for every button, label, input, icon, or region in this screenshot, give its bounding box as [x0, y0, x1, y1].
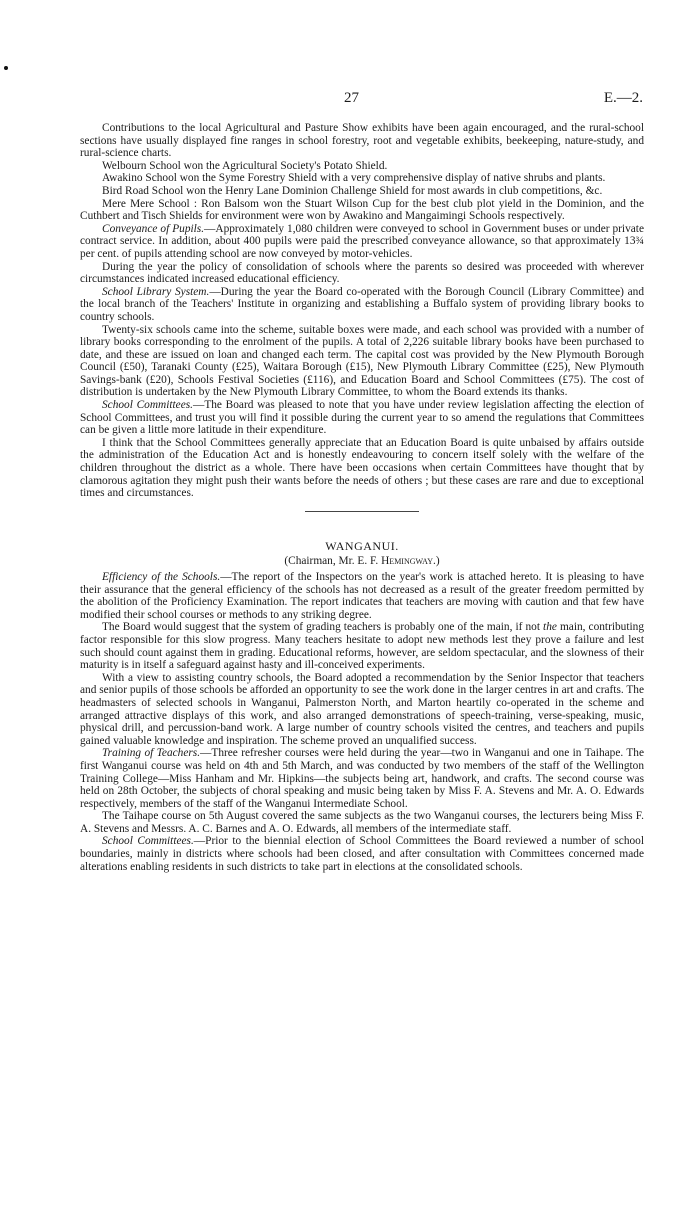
paragraph-conveyance	[80, 223, 644, 261]
paragraph-library-detail: Twenty-six schools came into the scheme, suitable boxes were made, and each school was provided with a number of library books corresponding to the enrolment of the pupils. A total of 2,226 suitable library books have been purchased to date, and these are issued on loan and changed each term. The capital cost was provided by the New Plymouth Borough Council (£50), Taranaki County (£25), Waitara Borough (£15), New Plymouth Library Committee (£25), New Plymouth Savings-bank (£20), Schools Festival Societies (£116), and Education Board and School Committees (£75). The cost of distribution is undertaken by the New Plymouth Library Committee, to whom the Board extends its thanks.	[80, 323, 644, 399]
page-header	[60, 90, 643, 108]
document-reference: E.—2.	[603, 90, 643, 106]
chairman-name: Hemingway	[381, 555, 434, 568]
document-body	[80, 122, 644, 873]
paragraph-committees-1	[80, 399, 644, 437]
heading-training: Training of Teachers.	[102, 747, 201, 760]
text-efficiency: —The report of the Inspectors on the year's work is attached hereto. It is pleasing to have their assurance that the general efficiency of the schools has not decreased as a result of the greater freedom permitted by the abolition of the Proficiency Examination. The report indicates that teachers are moving with caution and that few have modified their school courses or methods to any striking degree.	[80, 571, 644, 621]
paragraph-committees-opinion: I think that the School Committees generally appreciate that an Education Board is quite unbaised by affairs outside the administration of the Education Act and is honestly endeavouring to concern itself solely with the welfare of the children throughout the district as a whole. There have been occasions when certain Committees have thought that by clamorous agitation they might push their wants before the needs of others ; but these cases are rare and due to exceptional times and circumstances.	[80, 436, 644, 500]
text-committees-2: —Prior to the biennial election of School Committees the Board reviewed a number of school boundaries, mainly in districts where schools had been closed, and after consultation with Committees concerned made alterations enabling residents in such districts to take part in elections at the consolidated schools.	[80, 835, 644, 873]
paragraph-grading	[80, 621, 644, 671]
text-grading-italic: the	[543, 621, 557, 634]
paragraph-training	[80, 747, 644, 810]
text-committees-1: —The Board was pleased to note that you have under review legislation affecting the election of School Committees, and trust you will find it possible during the current year to so amend the regulations that Committees can be given a little more latitude in their expenditure.	[80, 399, 645, 437]
text-grading-after: main, contributing factor responsible for this slow progress. Many teachers hesitate to adopt new methods lest they prove a failure and lest such should count against them in grading. Educational reforms, however, are seldom spectacular, and the slowness of their maturity is in itself a safeguard against hasty and ill-conceived experiments.	[80, 621, 645, 672]
paragraph-library	[80, 286, 644, 324]
heading-library: School Library System.	[102, 285, 210, 298]
margin-dot	[4, 66, 8, 70]
paragraph-country-schools: With a view to assisting country schools, the Board adopted a recommendation by the Senior Inspector that teachers and senior pupils of those schools be afforded an opportunity to see the work done in the larger centres in art and crafts. The headmasters of selected schools in Wanganui, Palmerston North, and Marton heartily co-operated in the scheme and arranged attractive displays of this work, and also arranged demonstrations of speech-training, verse-speaking, music, physical drill, and percussion-band work. A large number of country schools visited the centres, and teachers and pupils gained valuable knowledge and inspiration. The scheme proved an unqualified success.	[80, 671, 644, 747]
heading-efficiency: Efficiency of the Schools.	[102, 571, 221, 583]
section-chairman	[80, 555, 644, 568]
paragraph-efficiency	[80, 571, 644, 621]
text-library: —During the year the Board co-operated with the Borough Council (Library Committee) and the local branch of the Teachers' Institute in organizing and establishing a Buffalo system of providing library books to country schools.	[80, 285, 644, 323]
heading-conveyance: Conveyance of Pupils.	[102, 222, 205, 235]
paragraph-welbourn: Welbourn School won the Agricultural Society's Potato Shield.	[102, 159, 388, 172]
paragraph-show-exhibits: Contributions to the local Agricultural and Pasture Show exhibits have been again encouraged, and the rural-school sections have usually displayed fine ranges in school forestry, root and vegetable exhibits, beekeeping, nature-study, and rural-science charts.	[80, 122, 644, 160]
text-grading-before: The Board would suggest that the system of grading teachers is probably one of the main, if not	[102, 621, 544, 634]
page-number: 27	[344, 90, 359, 106]
chairman-prefix: (Chairman, Mr. E. F.	[284, 555, 382, 568]
heading-committees-1: School Committees.	[102, 399, 193, 412]
paragraph-consolidation: During the year the policy of consolidation of schools where the parents so desired was proceeded with wherever circumstances indicated increased educational efficiency.	[80, 260, 644, 286]
section-divider	[305, 511, 419, 512]
paragraph-taihape: The Taihape course on 5th August covered the same subjects as the two Wanganui courses, the lecturers being Miss F. A. Stevens and Messrs. A. C. Barnes and A. O. Edwards, all members of the intermediate staff.	[80, 810, 644, 835]
paragraph-awakino: Awakino School won the Syme Forestry Shield with a very comprehensive display of native shrubs and plants.	[102, 172, 606, 185]
chairman-suffix: .)	[433, 555, 440, 568]
text-conveyance: —Approximately 1,080 children were conveyed to school in Government buses or under private contract service. In addition, about 400 pupils were paid the prescribed conveyance allowance, so that approximately 13¾ per cent. of pupils attending school are now conveyed by motor-vehicles.	[80, 222, 644, 260]
paragraph-committees-2	[80, 835, 644, 873]
paragraph-bird-road: Bird Road School won the Henry Lane Dominion Challenge Shield for most awards in club competitions, &c.	[102, 184, 603, 197]
paragraph-mere-mere: Mere Mere School : Ron Balsom won the Stuart Wilson Cup for the best club plot yield in the Dominion, and the Cuthbert and Tisch Shields for environment were won by Awakino and Mangaimingi Schools respectively.	[80, 197, 644, 223]
text-training: —Three refresher courses were held during the year—two in Wanganui and one in Taihape. The first Wanganui course was held on 4th and 5th March, and was conducted by two members of the staff of the Wellington Training College—Miss Hanham and Mr. Hipkins—the subjects being art, handwork, and crafts. The second course was held on 28th October, the subjects of choral speaking and music being taken by Miss F. A. Stevens and Mr. A. O. Edwards respectively, members of the staff of the Wanganui Intermediate School.	[80, 747, 644, 810]
section-title: WANGANUI.	[325, 538, 399, 553]
heading-committees-2: School Committees.	[102, 835, 194, 848]
